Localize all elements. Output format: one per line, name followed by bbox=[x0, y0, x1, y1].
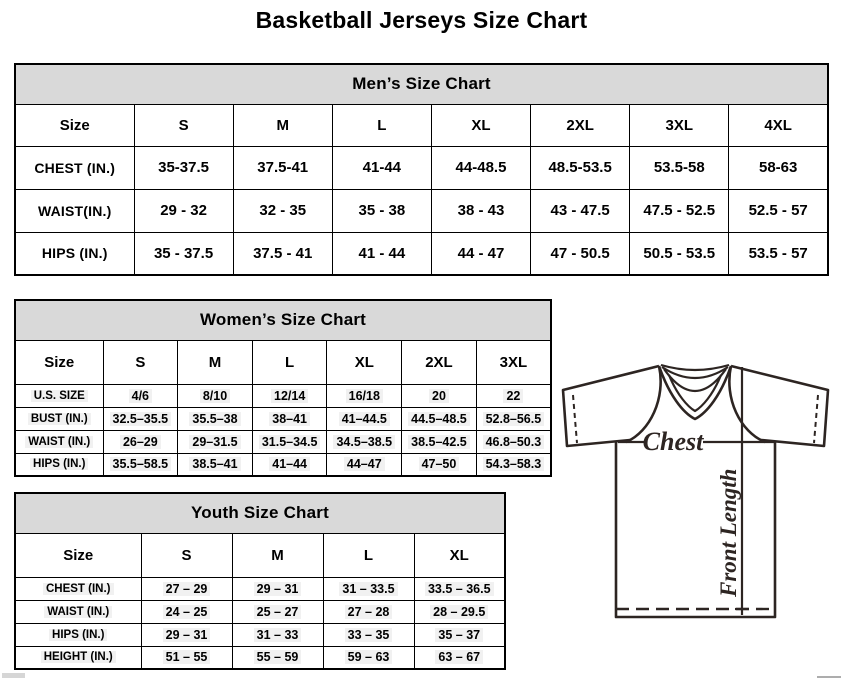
women-size-value-text: 26–29 bbox=[120, 435, 161, 449]
men-size-value: 32 - 35 bbox=[233, 189, 332, 232]
youth-header-row bbox=[15, 533, 505, 577]
youth-size-value-text: 35 – 37 bbox=[435, 628, 483, 642]
women-size-value-text: 12/14 bbox=[271, 389, 308, 403]
women-size-value bbox=[252, 384, 327, 407]
youth-size-value bbox=[323, 600, 414, 623]
youth-size-value bbox=[232, 577, 323, 600]
womens-size-table bbox=[14, 299, 552, 477]
women-size-value bbox=[327, 407, 402, 430]
women-column-header-xl: XL bbox=[327, 340, 402, 384]
youth-size-value-text: 55 – 59 bbox=[254, 650, 302, 664]
youth-size-value-text: 24 – 25 bbox=[163, 605, 211, 619]
youth-row-label bbox=[15, 600, 141, 623]
women-size-value-text: 46.8–50.3 bbox=[483, 435, 545, 449]
men-row-label: WAIST(IN.) bbox=[15, 189, 134, 232]
youth-column-header-s: S bbox=[141, 533, 232, 577]
youth-row bbox=[15, 623, 505, 646]
men-size-value: 58-63 bbox=[729, 146, 828, 189]
youth-size-value-text: 31 – 33.5 bbox=[339, 582, 397, 596]
women-size-value-text: 44.5–48.5 bbox=[408, 412, 470, 426]
women-size-value-text: 4/6 bbox=[129, 389, 152, 403]
women-column-header-3xl: 3XL bbox=[476, 340, 551, 384]
gray-artifact-left bbox=[2, 673, 25, 678]
women-size-value bbox=[327, 384, 402, 407]
youth-column-header-l: L bbox=[323, 533, 414, 577]
youth-size-value bbox=[414, 577, 505, 600]
youth-size-value bbox=[323, 646, 414, 669]
women-row-label bbox=[15, 430, 103, 453]
men-size-value: 52.5 - 57 bbox=[729, 189, 828, 232]
men-row bbox=[15, 189, 828, 232]
men-column-header-3xl: 3XL bbox=[630, 104, 729, 146]
women-size-value-text: 29–31.5 bbox=[189, 435, 240, 449]
women-row-label bbox=[15, 453, 103, 476]
women-size-value bbox=[476, 430, 551, 453]
women-size-value-text: 35.5–58.5 bbox=[110, 457, 172, 471]
jersey-left-cuff-dashed-line bbox=[573, 395, 577, 443]
men-column-header-m: M bbox=[233, 104, 332, 146]
youth-size-value-text: 51 – 55 bbox=[163, 650, 211, 664]
men-row-label: CHEST (IN.) bbox=[15, 146, 134, 189]
women-column-header-l: L bbox=[252, 340, 327, 384]
youth-size-value-text: 29 – 31 bbox=[254, 582, 302, 596]
women-size-value bbox=[476, 453, 551, 476]
youth-size-value-text: 33.5 – 36.5 bbox=[425, 582, 494, 596]
youth-column-header-size: Size bbox=[15, 533, 141, 577]
jersey-vneck-inner bbox=[669, 375, 721, 411]
youth-column-header-m: M bbox=[232, 533, 323, 577]
youth-size-value bbox=[232, 600, 323, 623]
women-size-value-text: 16/18 bbox=[346, 389, 383, 403]
men-size-value: 35 - 38 bbox=[332, 189, 431, 232]
men-column-header-4xl: 4XL bbox=[729, 104, 828, 146]
youth-size-value bbox=[232, 646, 323, 669]
youth-row-label-text: HEIGHT (IN.) bbox=[41, 651, 116, 663]
youth-size-value bbox=[414, 600, 505, 623]
youth-row-label-text: CHEST (IN.) bbox=[43, 583, 114, 595]
women-row-label bbox=[15, 407, 103, 430]
women-size-value-text: 35.5–38 bbox=[189, 412, 240, 426]
women-size-value-text: 41–44.5 bbox=[339, 412, 390, 426]
youth-size-value bbox=[323, 623, 414, 646]
jersey-right-cuff-dashed-line bbox=[814, 395, 818, 443]
youth-size-value-text: 63 – 67 bbox=[435, 650, 483, 664]
women-size-value-text: 41–44 bbox=[269, 457, 310, 471]
jersey-measurement-diagram bbox=[552, 353, 840, 645]
youth-row-label-text: HIPS (IN.) bbox=[49, 629, 107, 641]
women-size-value bbox=[178, 430, 253, 453]
youth-size-value bbox=[414, 646, 505, 669]
youth-column-header-xl: XL bbox=[414, 533, 505, 577]
women-row bbox=[15, 384, 551, 407]
youth-row-label-text: WAIST (IN.) bbox=[44, 606, 112, 618]
youth-size-value bbox=[414, 623, 505, 646]
women-row-label-text: U.S. SIZE bbox=[31, 390, 88, 402]
youth-size-table bbox=[14, 492, 506, 670]
page-title: Basketball Jerseys Size Chart bbox=[255, 7, 588, 33]
youth-size-value-text: 25 – 27 bbox=[254, 605, 302, 619]
women-size-value bbox=[402, 407, 477, 430]
women-size-value-text: 52.8–56.5 bbox=[483, 412, 545, 426]
men-size-value: 41 - 44 bbox=[332, 232, 431, 275]
youth-size-value-text: 29 – 31 bbox=[163, 628, 211, 642]
jersey-torso bbox=[616, 442, 775, 617]
men-size-value: 35-37.5 bbox=[134, 146, 233, 189]
women-size-value-text: 8/10 bbox=[200, 389, 230, 403]
men-size-value: 38 - 43 bbox=[431, 189, 530, 232]
men-row-label: HIPS (IN.) bbox=[15, 232, 134, 275]
men-size-value: 37.5 - 41 bbox=[233, 232, 332, 275]
youth-row bbox=[15, 646, 505, 669]
women-size-value bbox=[103, 430, 178, 453]
youth-size-value bbox=[141, 577, 232, 600]
women-size-value-text: 38.5–41 bbox=[189, 457, 240, 471]
youth-size-value bbox=[232, 623, 323, 646]
men-column-header-s: S bbox=[134, 104, 233, 146]
women-size-value bbox=[252, 453, 327, 476]
women-size-value-text: 20 bbox=[429, 389, 449, 403]
jersey-right-armhole-seam bbox=[729, 366, 765, 442]
men-size-value: 50.5 - 53.5 bbox=[630, 232, 729, 275]
women-header-row bbox=[15, 340, 551, 384]
men-header-row bbox=[15, 104, 828, 146]
men-size-value: 53.5 - 57 bbox=[729, 232, 828, 275]
youth-row-label bbox=[15, 623, 141, 646]
youth-size-value-text: 28 – 29.5 bbox=[430, 605, 488, 619]
women-row bbox=[15, 453, 551, 476]
men-column-header-2xl: 2XL bbox=[531, 104, 630, 146]
women-size-value bbox=[103, 407, 178, 430]
men-size-value: 47.5 - 52.5 bbox=[630, 189, 729, 232]
women-size-value-text: 22 bbox=[503, 389, 523, 403]
women-row-label bbox=[15, 384, 103, 407]
jersey-collar-arc bbox=[661, 365, 729, 370]
youth-size-value-text: 59 – 63 bbox=[345, 650, 393, 664]
youth-size-value-text: 27 – 28 bbox=[345, 605, 393, 619]
youth-row-label bbox=[15, 577, 141, 600]
women-size-value bbox=[402, 384, 477, 407]
women-column-header-2xl: 2XL bbox=[402, 340, 477, 384]
women-size-value-text: 31.5–34.5 bbox=[259, 435, 321, 449]
youth-size-value-text: 33 – 35 bbox=[345, 628, 393, 642]
youth-table-caption: Youth Size Chart bbox=[15, 493, 505, 533]
women-size-value bbox=[252, 407, 327, 430]
men-column-header-size: Size bbox=[15, 104, 134, 146]
women-row bbox=[15, 430, 551, 453]
women-row-label-text: BUST (IN.) bbox=[28, 413, 91, 425]
women-table-caption: Women’s Size Chart bbox=[15, 300, 551, 340]
women-size-value-text: 54.3–58.3 bbox=[483, 457, 545, 471]
women-size-value bbox=[476, 407, 551, 430]
youth-size-value bbox=[141, 646, 232, 669]
jersey-right-sleeve bbox=[731, 366, 828, 446]
women-size-value bbox=[327, 430, 402, 453]
youth-row bbox=[15, 577, 505, 600]
women-column-header-m: M bbox=[178, 340, 253, 384]
men-table-caption: Men’s Size Chart bbox=[15, 64, 828, 104]
men-size-value: 43 - 47.5 bbox=[531, 189, 630, 232]
gray-artifact-right bbox=[817, 676, 841, 678]
men-size-value: 29 - 32 bbox=[134, 189, 233, 232]
youth-size-value bbox=[141, 623, 232, 646]
youth-size-value-text: 27 – 29 bbox=[163, 582, 211, 596]
women-size-value bbox=[402, 453, 477, 476]
women-row bbox=[15, 407, 551, 430]
men-size-value: 53.5-58 bbox=[630, 146, 729, 189]
women-column-header-size: Size bbox=[15, 340, 103, 384]
women-row-label-text: WAIST (IN.) bbox=[25, 436, 93, 448]
men-size-value: 37.5-41 bbox=[233, 146, 332, 189]
women-size-value-text: 32.5–35.5 bbox=[110, 412, 172, 426]
women-column-header-s: S bbox=[103, 340, 178, 384]
men-size-value: 41-44 bbox=[332, 146, 431, 189]
women-size-value-text: 38.5–42.5 bbox=[408, 435, 470, 449]
men-column-header-xl: XL bbox=[431, 104, 530, 146]
women-size-value bbox=[178, 384, 253, 407]
women-size-value bbox=[178, 407, 253, 430]
women-row-label-text: HIPS (IN.) bbox=[30, 458, 88, 470]
women-size-value-text: 34.5–38.5 bbox=[333, 435, 395, 449]
men-size-value: 48.5-53.5 bbox=[531, 146, 630, 189]
youth-size-value bbox=[141, 600, 232, 623]
women-size-value bbox=[103, 384, 178, 407]
mens-size-table bbox=[14, 63, 829, 276]
men-size-value: 35 - 37.5 bbox=[134, 232, 233, 275]
youth-row bbox=[15, 600, 505, 623]
men-size-value: 44 - 47 bbox=[431, 232, 530, 275]
youth-size-value-text: 31 – 33 bbox=[254, 628, 302, 642]
women-size-value bbox=[178, 453, 253, 476]
women-size-value bbox=[402, 430, 477, 453]
women-size-value-text: 38–41 bbox=[269, 412, 310, 426]
women-size-value bbox=[103, 453, 178, 476]
men-row bbox=[15, 146, 828, 189]
men-size-value: 47 - 50.5 bbox=[531, 232, 630, 275]
chest-label: Chest bbox=[642, 427, 704, 456]
youth-row-label bbox=[15, 646, 141, 669]
men-column-header-l: L bbox=[332, 104, 431, 146]
men-size-value: 44-48.5 bbox=[431, 146, 530, 189]
women-size-value bbox=[476, 384, 551, 407]
women-size-value bbox=[252, 430, 327, 453]
women-size-value-text: 44–47 bbox=[344, 457, 385, 471]
women-size-value bbox=[327, 453, 402, 476]
youth-size-value bbox=[323, 577, 414, 600]
men-row bbox=[15, 232, 828, 275]
women-size-value-text: 47–50 bbox=[419, 457, 460, 471]
front-length-label: Front Length bbox=[716, 468, 741, 597]
